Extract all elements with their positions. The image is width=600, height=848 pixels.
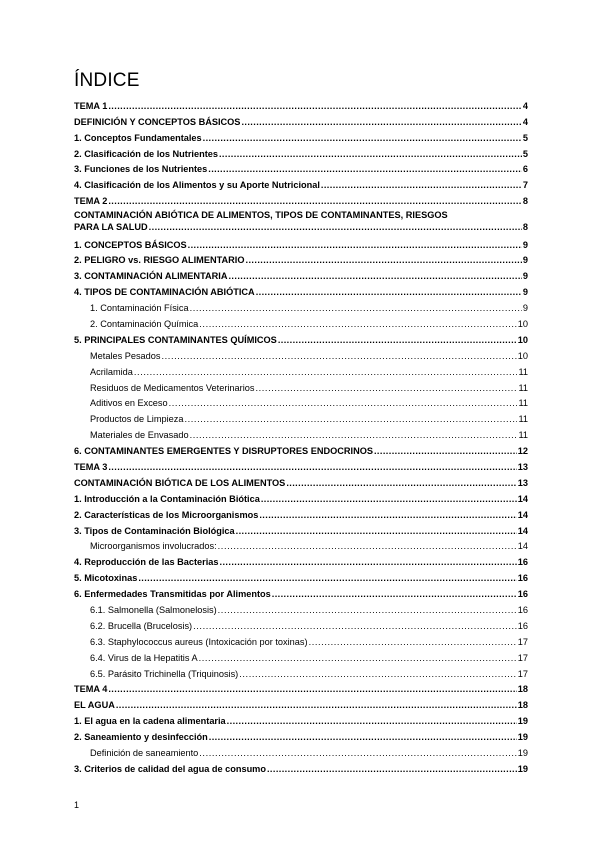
toc-label: Aditivos en Exceso bbox=[90, 398, 168, 409]
toc-entry[interactable] bbox=[74, 144, 528, 160]
toc-page: 11 bbox=[518, 366, 528, 377]
toc-page: 18 bbox=[517, 700, 528, 711]
toc-entry[interactable] bbox=[74, 346, 528, 362]
toc-label: Definición de saneamiento bbox=[90, 748, 199, 759]
toc-page: 11 bbox=[518, 430, 528, 441]
toc-entry[interactable] bbox=[74, 648, 528, 664]
toc-entry[interactable] bbox=[74, 128, 528, 144]
toc-entry[interactable] bbox=[74, 191, 528, 207]
toc-entry[interactable] bbox=[74, 298, 528, 314]
toc-entry[interactable] bbox=[74, 441, 528, 457]
toc-page: 5 bbox=[522, 132, 528, 143]
toc-page: 16 bbox=[517, 620, 528, 631]
toc-entry[interactable] bbox=[74, 362, 528, 378]
toc-label: 3. CONTAMINACIÓN ALIMENTARIA bbox=[74, 271, 228, 282]
toc-page: 19 bbox=[517, 763, 528, 774]
toc-label: 6. CONTAMINANTES EMERGENTES Y DISRUPTORES ENDOCRINOS bbox=[74, 446, 373, 457]
toc-entry[interactable] bbox=[74, 251, 528, 267]
toc-label: DEFINICIÓN Y CONCEPTOS BÁSICOS bbox=[74, 116, 241, 127]
toc-entry[interactable] bbox=[74, 616, 528, 632]
toc-entry[interactable] bbox=[74, 207, 528, 233]
toc-label: Acrilamida bbox=[90, 366, 133, 377]
toc-entry[interactable] bbox=[74, 727, 528, 743]
toc-label: Microorganismos involucrados: bbox=[90, 541, 217, 552]
toc-label: Metales Pesados bbox=[90, 350, 161, 361]
toc-page: 10 bbox=[517, 350, 528, 361]
toc-page: 11 bbox=[518, 382, 528, 393]
toc-page: 13 bbox=[517, 462, 528, 472]
toc-entry[interactable] bbox=[74, 489, 528, 505]
toc-page: 9 bbox=[522, 287, 528, 298]
toc-label: 1. Introducción a la Contaminación Biótica bbox=[74, 493, 260, 504]
toc-entry[interactable] bbox=[74, 695, 528, 711]
toc-page: 8 bbox=[522, 222, 528, 233]
toc-page: 19 bbox=[517, 732, 528, 743]
toc-label: 1. Conceptos Fundamentales bbox=[74, 132, 202, 143]
toc-entry[interactable] bbox=[74, 282, 528, 298]
toc-entry[interactable] bbox=[74, 330, 528, 346]
toc-page: 5 bbox=[522, 148, 528, 159]
toc-entry[interactable] bbox=[74, 584, 528, 600]
toc-page: 11 bbox=[518, 398, 528, 409]
toc-label: EL AGUA bbox=[74, 700, 115, 711]
toc-label: 6.4. Virus de la Hepatitis A bbox=[90, 652, 198, 663]
toc-page: 9 bbox=[522, 255, 528, 266]
toc-page: 9 bbox=[522, 303, 528, 314]
toc-page: 7 bbox=[522, 180, 528, 191]
toc-page: 14 bbox=[517, 525, 528, 536]
table-of-contents bbox=[74, 96, 528, 775]
toc-label: Materiales de Envasado bbox=[90, 430, 189, 441]
toc-entry[interactable] bbox=[74, 568, 528, 584]
toc-label: 5. Micotoxinas bbox=[74, 573, 138, 584]
toc-entry[interactable] bbox=[74, 632, 528, 648]
toc-page: 9 bbox=[522, 239, 528, 250]
toc-label: 2. Contaminación Química bbox=[90, 318, 199, 329]
toc-label: 6.3. Staphylococcus aureus (Intoxicación por toxinas) bbox=[90, 636, 308, 647]
toc-label: Productos de Limpieza bbox=[90, 414, 184, 425]
toc-label: 4. Clasificación de los Alimentos y su Aporte Nutricional bbox=[74, 180, 320, 191]
toc-label: 6.2. Brucella (Brucelosis) bbox=[90, 620, 193, 631]
toc-entry[interactable] bbox=[74, 425, 528, 441]
toc-entry[interactable] bbox=[74, 680, 528, 696]
toc-entry[interactable] bbox=[74, 112, 528, 128]
toc-label: 2. PELIGRO vs. RIESGO ALIMENTARIO bbox=[74, 255, 245, 266]
toc-label: 2. Clasificación de los Nutrientes bbox=[74, 148, 218, 159]
toc-label: TEMA 2 bbox=[74, 196, 108, 207]
page-title: ÍNDICE bbox=[74, 70, 140, 91]
toc-label-line1: CONTAMINACIÓN ABIÓTICA DE ALIMENTOS, TIPOS DE CONTAMINANTES, RIESGOS bbox=[74, 210, 448, 221]
toc-label: TEMA 1 bbox=[74, 100, 108, 111]
toc-page: 17 bbox=[517, 636, 528, 647]
toc-page: 16 bbox=[517, 605, 528, 616]
toc-label: 6.5. Parásito Trichinella (Triquinosis) bbox=[90, 668, 239, 679]
toc-entry[interactable] bbox=[74, 409, 528, 425]
toc-entry[interactable] bbox=[74, 235, 528, 251]
toc-page: 14 bbox=[517, 509, 528, 520]
toc-entry[interactable] bbox=[74, 711, 528, 727]
toc-entry[interactable] bbox=[74, 473, 528, 489]
toc-page: 9 bbox=[522, 271, 528, 282]
toc-page: 16 bbox=[517, 573, 528, 584]
toc-page: 10 bbox=[517, 318, 528, 329]
toc-page: 4 bbox=[522, 116, 528, 127]
toc-page: 8 bbox=[522, 196, 528, 207]
toc-label: 3. Funciones de los Nutrientes bbox=[74, 164, 208, 175]
toc-label-line2: PARA LA SALUD bbox=[74, 222, 148, 233]
toc-entry[interactable] bbox=[74, 552, 528, 568]
toc-entry[interactable] bbox=[74, 759, 528, 775]
toc-entry[interactable] bbox=[74, 521, 528, 537]
toc-label: 6.1. Salmonella (Salmonelosis) bbox=[90, 605, 217, 616]
toc-entry[interactable] bbox=[74, 160, 528, 176]
toc-label: 4. TIPOS DE CONTAMINACIÓN ABIÓTICA bbox=[74, 287, 255, 298]
toc-entry[interactable] bbox=[74, 314, 528, 330]
toc-label: 1. CONCEPTOS BÁSICOS bbox=[74, 239, 187, 250]
toc-entry[interactable] bbox=[74, 664, 528, 680]
toc-label: 3. Tipos de Contaminación Biológica bbox=[74, 525, 235, 536]
toc-page: 10 bbox=[517, 334, 528, 345]
toc-label: Residuos de Medicamentos Veterinarios bbox=[90, 382, 255, 393]
toc-label: 5. PRINCIPALES CONTAMINANTES QUÍMICOS bbox=[74, 334, 277, 345]
toc-entry[interactable] bbox=[74, 505, 528, 521]
toc-page: 16 bbox=[517, 589, 528, 600]
toc-label: 3. Criterios de calidad del agua de consumo bbox=[74, 763, 266, 774]
toc-entry[interactable] bbox=[74, 457, 528, 473]
toc-page: 14 bbox=[517, 493, 528, 504]
toc-entry[interactable] bbox=[74, 175, 528, 191]
toc-entry[interactable] bbox=[74, 600, 528, 616]
toc-page: 13 bbox=[517, 477, 528, 488]
toc-page: 17 bbox=[517, 668, 528, 679]
toc-page: 17 bbox=[517, 652, 528, 663]
toc-page: 4 bbox=[522, 100, 528, 111]
toc-label: 2. Características de los Microorganismos bbox=[74, 509, 259, 520]
toc-page: 6 bbox=[522, 164, 528, 175]
toc-page: 19 bbox=[517, 716, 528, 727]
toc-entry[interactable] bbox=[74, 394, 528, 410]
toc-label: 1. Contaminación Física bbox=[90, 303, 189, 314]
toc-entry[interactable] bbox=[74, 266, 528, 282]
toc-label: CONTAMINACIÓN BIÓTICA DE LOS ALIMENTOS bbox=[74, 477, 286, 488]
toc-entry[interactable] bbox=[74, 537, 528, 553]
toc-label: TEMA 3 bbox=[74, 462, 108, 472]
toc-page: 19 bbox=[517, 748, 528, 759]
toc-label: TEMA 4 bbox=[74, 684, 108, 695]
toc-page: 12 bbox=[517, 446, 528, 457]
toc-entry[interactable] bbox=[74, 743, 528, 759]
toc-label: 4. Reproducción de las Bacterias bbox=[74, 557, 219, 568]
toc-page: 11 bbox=[518, 414, 528, 425]
toc-page: 16 bbox=[517, 557, 528, 568]
toc-entry[interactable] bbox=[74, 96, 528, 112]
toc-label: 1. El agua en la cadena alimentaria bbox=[74, 716, 226, 727]
toc-entry[interactable] bbox=[74, 378, 528, 394]
toc-label: 2. Saneamiento y desinfección bbox=[74, 732, 208, 743]
toc-page: 14 bbox=[517, 541, 528, 552]
toc-page: 18 bbox=[517, 684, 528, 695]
toc-label: 6. Enfermedades Transmitidas por Alimentos bbox=[74, 589, 271, 600]
page-number: 1 bbox=[74, 800, 80, 810]
